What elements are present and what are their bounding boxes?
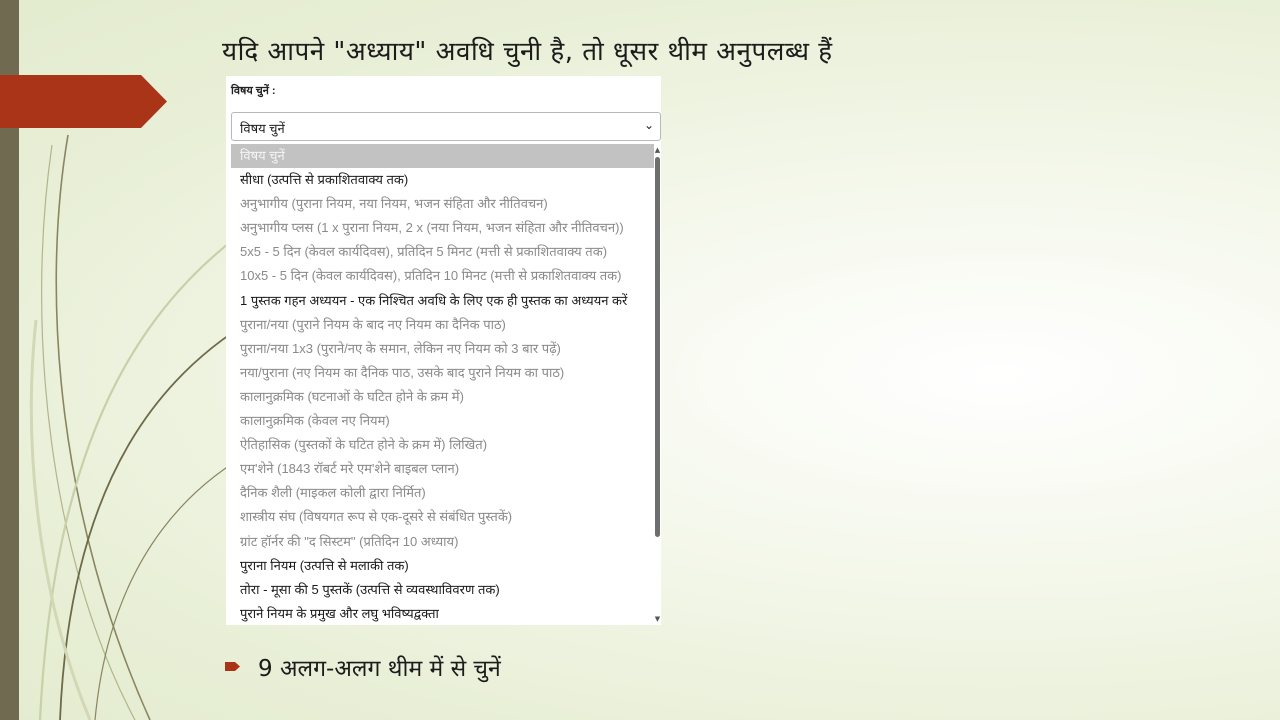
topic-select-label: विषय चुनें : [231, 85, 276, 97]
topic-option: ग्रांट हॉर्नर की "द सिस्टम" (प्रतिदिन 10 अध्याय) [240, 533, 459, 549]
topic-select-screenshot [226, 76, 661, 625]
topic-option[interactable]: पुराना नियम (उत्पत्ति से मलाकी तक) [240, 557, 409, 573]
arrow-bullet-icon [225, 661, 241, 672]
topic-option[interactable]: तोरा - मूसा की 5 पुस्तकें (उत्पत्ति से व्यवस्थाविवरण तक) [240, 581, 500, 597]
topic-select[interactable] [231, 112, 661, 141]
topic-option: पुराना/नया (पुराने नियम के बाद नए नियम का दैनिक पाठ) [240, 316, 506, 332]
slide-title: यदि आपने "अध्याय" अवधि चुनी है, तो धूसर थीम अनुपलब्ध हैं [222, 37, 833, 67]
topic-select-value: विषय चुनें [240, 121, 285, 136]
topic-option[interactable]: 1 पुस्तक गहन अध्ययन - एक निश्चित अवधि के लिए एक ही पुस्तक का अध्ययन करें [240, 292, 628, 308]
topic-option[interactable]: विषय चुनें [231, 144, 655, 168]
chevron-down-icon: ⌄ [643, 118, 654, 132]
topic-option: अनुभागीय (पुराना नियम, नया नियम, भजन संहिता और नीतिवचन) [240, 196, 548, 212]
scroll-down-arrow-icon[interactable]: ▼ [654, 615, 661, 623]
red-arrow-shape [0, 75, 167, 128]
topic-option: नया/पुराना (नए नियम का दैनिक पाठ, उसके बाद पुराने नियम का पाठ) [240, 364, 565, 380]
topic-option: एम'शेने (1843 रॉबर्ट मरे एम'शेने बाइबल प्लान) [240, 461, 460, 477]
scroll-up-arrow-icon[interactable]: ▲ [654, 146, 661, 154]
bullet-text: 9 अलग-अलग थीम में से चुनें [258, 656, 501, 682]
scrollbar-thumb[interactable] [655, 157, 660, 537]
options-scrollbar[interactable] [654, 144, 661, 625]
topic-options-list [231, 144, 655, 625]
topic-option[interactable]: पुराने नियम के प्रमुख और लघु भविष्यद्वक्ता [240, 605, 439, 621]
topic-option: 10x5 - 5 दिन (केवल कार्यदिवस), प्रतिदिन 10 मिनट (मत्ती से प्रकाशितवाक्य तक) [240, 268, 622, 284]
topic-option[interactable]: सीधा (उत्पत्ति से प्रकाशितवाक्य तक) [240, 172, 409, 188]
topic-option: 5x5 - 5 दिन (केवल कार्यदिवस), प्रतिदिन 5 मिनट (मत्ती से प्रकाशितवाक्य तक) [240, 244, 608, 260]
topic-option: दैनिक शैली (माइकल कोली द्वारा निर्मित) [240, 485, 426, 501]
topic-option: कालानुक्रमिक (केवल नए नियम) [240, 413, 390, 429]
topic-option: अनुभागीय प्लस (1 x पुराना नियम, 2 x (नया नियम, भजन संहिता और नीतिवचन)) [240, 220, 624, 236]
topic-option: ऐतिहासिक (पुस्तकों के घटित होने के क्रम में) लिखित) [240, 437, 488, 453]
topic-option: शास्त्रीय संघ (विषयगत रूप से एक-दूसरे से संबंधित पुस्तकें) [240, 509, 513, 525]
topic-option: कालानुक्रमिक (घटनाओं के घटित होने के क्रम में) [240, 388, 464, 404]
topic-option: पुराना/नया 1x3 (पुराने/नए के समान, लेकिन नए नियम को 3 बार पढ़ें) [240, 340, 561, 356]
